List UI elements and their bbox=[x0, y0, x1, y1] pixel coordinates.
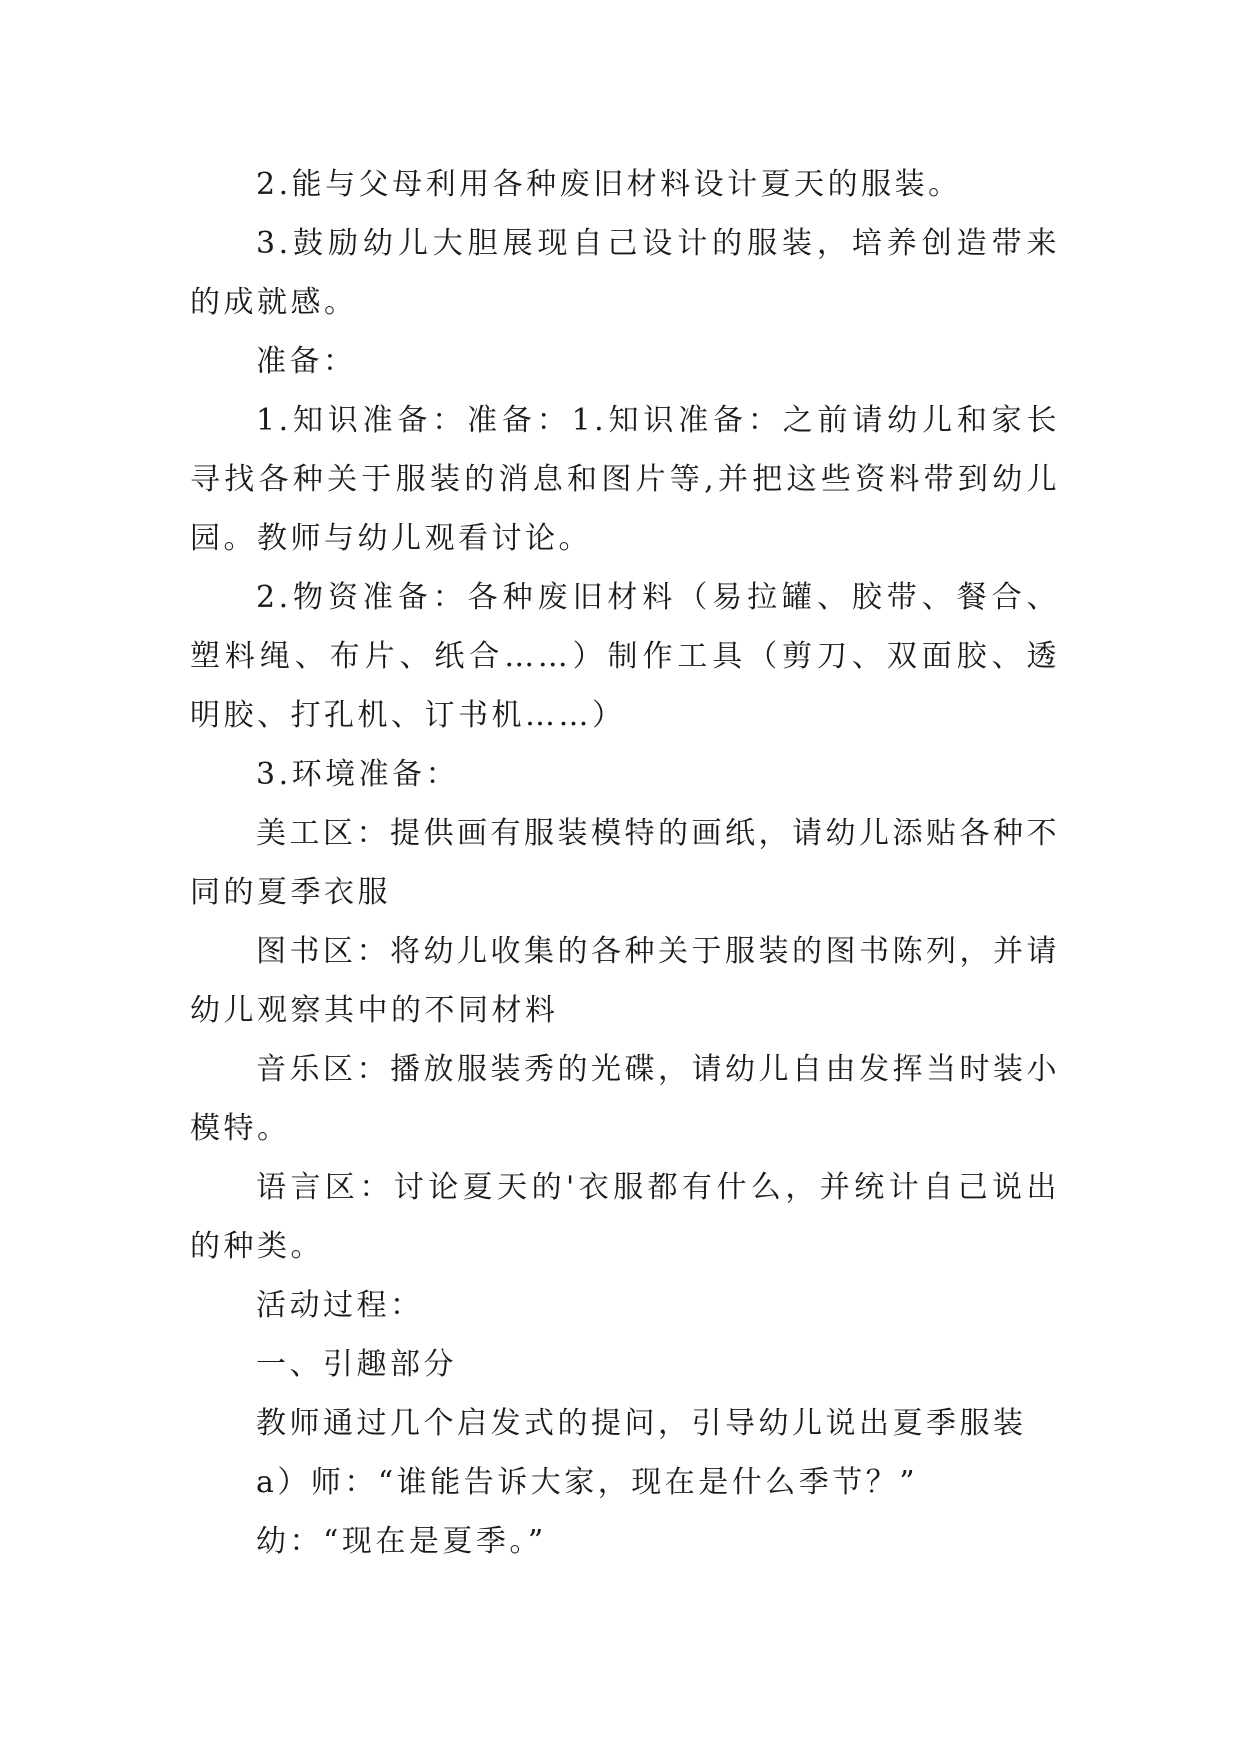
paragraph: 一、引趣部分 bbox=[256, 1347, 457, 1382]
paragraph: 3.环境准备： bbox=[256, 757, 460, 792]
paragraph: 语言区：讨论夏天的'衣服都有什么，并统计自己说出的种类。 bbox=[190, 1170, 1060, 1264]
paragraph: 幼：“现在是夏季。” bbox=[256, 1524, 547, 1559]
document-body bbox=[190, 155, 1060, 1571]
paragraph: 活动过程： bbox=[256, 1288, 424, 1323]
paragraph: 准备： bbox=[256, 344, 357, 379]
paragraph: 音乐区：播放服装秀的光碟，请幼儿自由发挥当时装小模特。 bbox=[190, 1052, 1060, 1146]
paragraph: 美工区：提供画有服装模特的画纸，请幼儿添贴各种不同的夏季衣服 bbox=[190, 816, 1060, 910]
paragraph: 图书区：将幼儿收集的各种关于服装的图书陈列，并请幼儿观察其中的不同材料 bbox=[190, 934, 1060, 1028]
paragraph: 教师通过几个启发式的提问，引导幼儿说出夏季服装 bbox=[256, 1406, 1027, 1441]
paragraph: a）师：“谁能告诉大家，现在是什么季节？” bbox=[256, 1465, 919, 1500]
paragraph: 1.知识准备：准备：1.知识准备：之前请幼儿和家长寻找各种关于服装的消息和图片等,并把这些资料带到幼儿园。教师与幼儿观看讨论。 bbox=[190, 403, 1060, 556]
paragraph: 2.能与父母利用各种废旧材料设计夏天的服装。 bbox=[256, 167, 962, 202]
paragraph: 2.物资准备：各种废旧材料（易拉罐、胶带、餐合、塑料绳、布片、纸合……）制作工具（剪刀、双面胶、透明胶、打孔机、订书机……） bbox=[190, 580, 1060, 733]
paragraph: 3.鼓励幼儿大胆展现自己设计的服装，培养创造带来的成就感。 bbox=[190, 226, 1060, 320]
